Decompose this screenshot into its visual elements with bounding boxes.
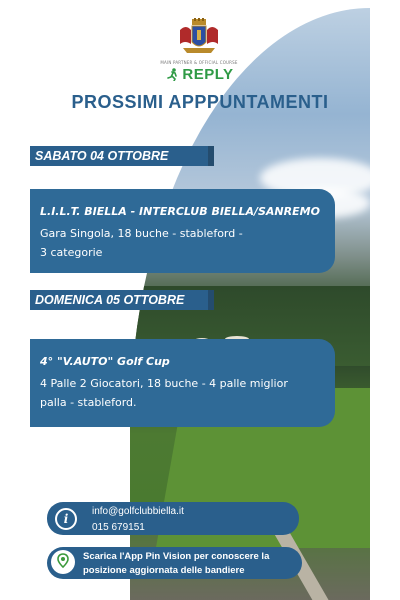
sponsor-name: REPLY	[182, 66, 234, 83]
event-date-banner: DOMENICA 05 OTTOBRE	[30, 290, 208, 310]
app-text-line: Scarica l'App Pin Vision per conoscere la	[83, 551, 270, 562]
contact-pill[interactable]	[47, 502, 299, 535]
app-download-pill[interactable]	[47, 547, 302, 579]
contact-info	[92, 504, 184, 536]
pin-vision-logo	[51, 550, 75, 574]
event-card[interactable]	[30, 189, 335, 273]
event-details-line: Gara Singola, 18 buche - stableford -	[40, 227, 243, 240]
event-card[interactable]	[30, 339, 335, 427]
email-link[interactable]: info@golfclubbiella.it	[92, 506, 184, 517]
phone-number[interactable]: 015 679151	[92, 522, 145, 533]
event-details	[40, 374, 335, 412]
sponsor-logo	[160, 66, 240, 83]
event-date-banner: SABATO 04 OTTOBRE	[30, 146, 208, 166]
app-download-text	[83, 550, 269, 578]
event-details	[40, 224, 335, 262]
event-details-line: 4 Palle 2 Giocatori, 18 buche - 4 palle miglior	[40, 377, 288, 390]
event-details-line: 3 categorie	[40, 246, 103, 259]
partner-caption: MAIN PARTNER & OFFICIAL COURSE	[160, 60, 238, 65]
club-crest-icon	[177, 18, 221, 56]
event-details-line: palla - stableford.	[40, 396, 137, 409]
app-text-line: posizione aggiornata delle bandiere	[83, 565, 245, 576]
map-pin-icon	[51, 550, 75, 574]
event-title: 4° "V.AUTO" Golf Cup	[40, 355, 170, 368]
event-title: L.I.L.T. BIELLA - INTERCLUB BIELLA/SANREMO	[40, 205, 320, 218]
reply-runner-icon	[166, 68, 179, 81]
info-icon: i	[55, 508, 77, 530]
page-title: PROSSIMI APPPUNTAMENTI	[71, 92, 329, 112]
